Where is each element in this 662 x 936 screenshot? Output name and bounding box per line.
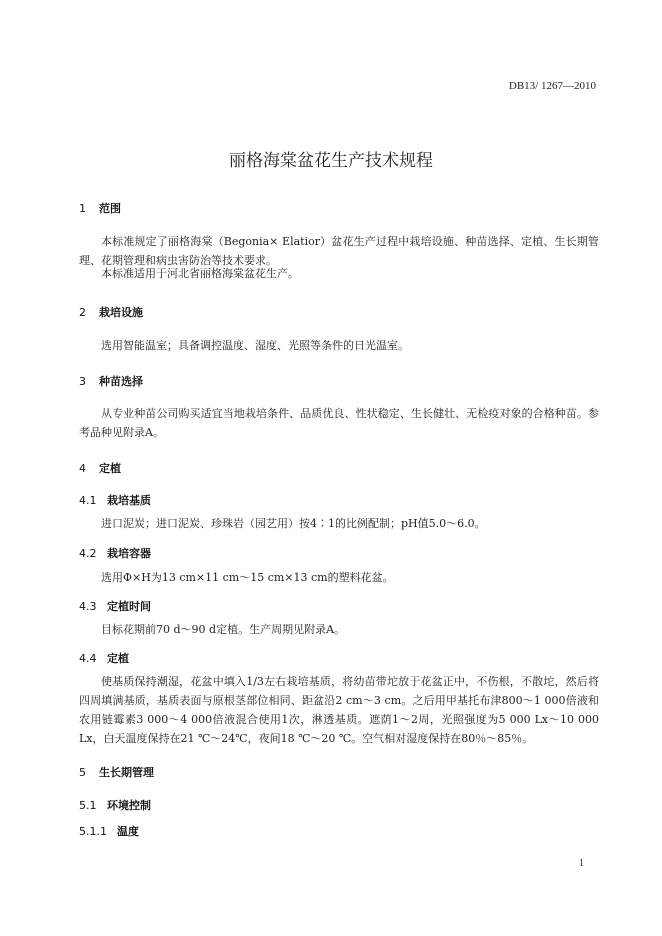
paragraph-scope-2: 本标准适用于河北省丽格海棠盆花生产。 bbox=[101, 267, 299, 280]
section-heading-4-4: 4.4 定植 bbox=[79, 652, 129, 665]
standard-number: DB13/ 1267—2010 bbox=[508, 80, 596, 92]
page-number: 1 bbox=[579, 858, 584, 869]
paragraph-substrate: 进口泥炭；进口泥炭、珍珠岩（园艺用）按4∶1的比例配制；pH值5.0～6.0。 bbox=[101, 517, 486, 530]
section-heading-3: 3 种苗选择 bbox=[79, 375, 143, 388]
paragraph-container: 选用Φ×H为13 cm×11 cm～15 cm×13 cm的塑料花盆。 bbox=[101, 571, 394, 584]
paragraph-planting: 使基质保持潮湿，花盆中填入1/3左右栽培基质，将幼苗带坨放于花盆正中，不伤根，不散坨，然后将四周填满基质，基质表面与原根茎部位相同、距盆沿2 cm～3 cm。之后用甲基托布津800～1 000倍液和农用链霉素3 000～4 000倍液混合使用1次，淋透基质。遮荫1～2周，光照强度为5 000 Lx～10 000 Lx，白天温度保持在21 ℃～24℃，夜间18 ℃～20 ℃。空气相对湿度保持在80％～85％。 bbox=[79, 675, 599, 745]
section-heading-5-1-1: 5.1.1 温度 bbox=[79, 825, 139, 838]
section-heading-4-2: 4.2 栽培容器 bbox=[79, 547, 151, 560]
paragraph-planting-time: 目标花期前70 d～90 d定植。生产周期见附录A。 bbox=[101, 623, 346, 636]
section-heading-5-1: 5.1 环境控制 bbox=[79, 799, 151, 812]
section-heading-2: 2 栽培设施 bbox=[79, 306, 143, 319]
document-title: 丽格海棠盆花生产技术规程 bbox=[229, 151, 433, 171]
section-heading-1: 1 范围 bbox=[79, 202, 121, 215]
paragraph-seedling: 从专业种苗公司购买适宜当地栽培条件、品质优良、性状稳定、生长健壮、无检疫对象的合格种苗。参考品种见附录A。 bbox=[79, 407, 599, 439]
section-heading-4-1: 4.1 栽培基质 bbox=[79, 494, 151, 507]
paragraph-facilities: 选用智能温室；具备调控温度、湿度、光照等条件的日光温室。 bbox=[101, 339, 409, 352]
section-heading-5: 5 生长期管理 bbox=[79, 766, 154, 779]
section-heading-4: 4 定植 bbox=[79, 462, 121, 475]
section-heading-4-3: 4.3 定植时间 bbox=[79, 600, 151, 613]
paragraph-scope-1: 本标准规定了丽格海棠（Begonia× Elatior）盆花生产过程中栽培设施、种苗选择、定植、生长期管理、花期管理和病虫害防治等技术要求。 bbox=[79, 235, 599, 267]
